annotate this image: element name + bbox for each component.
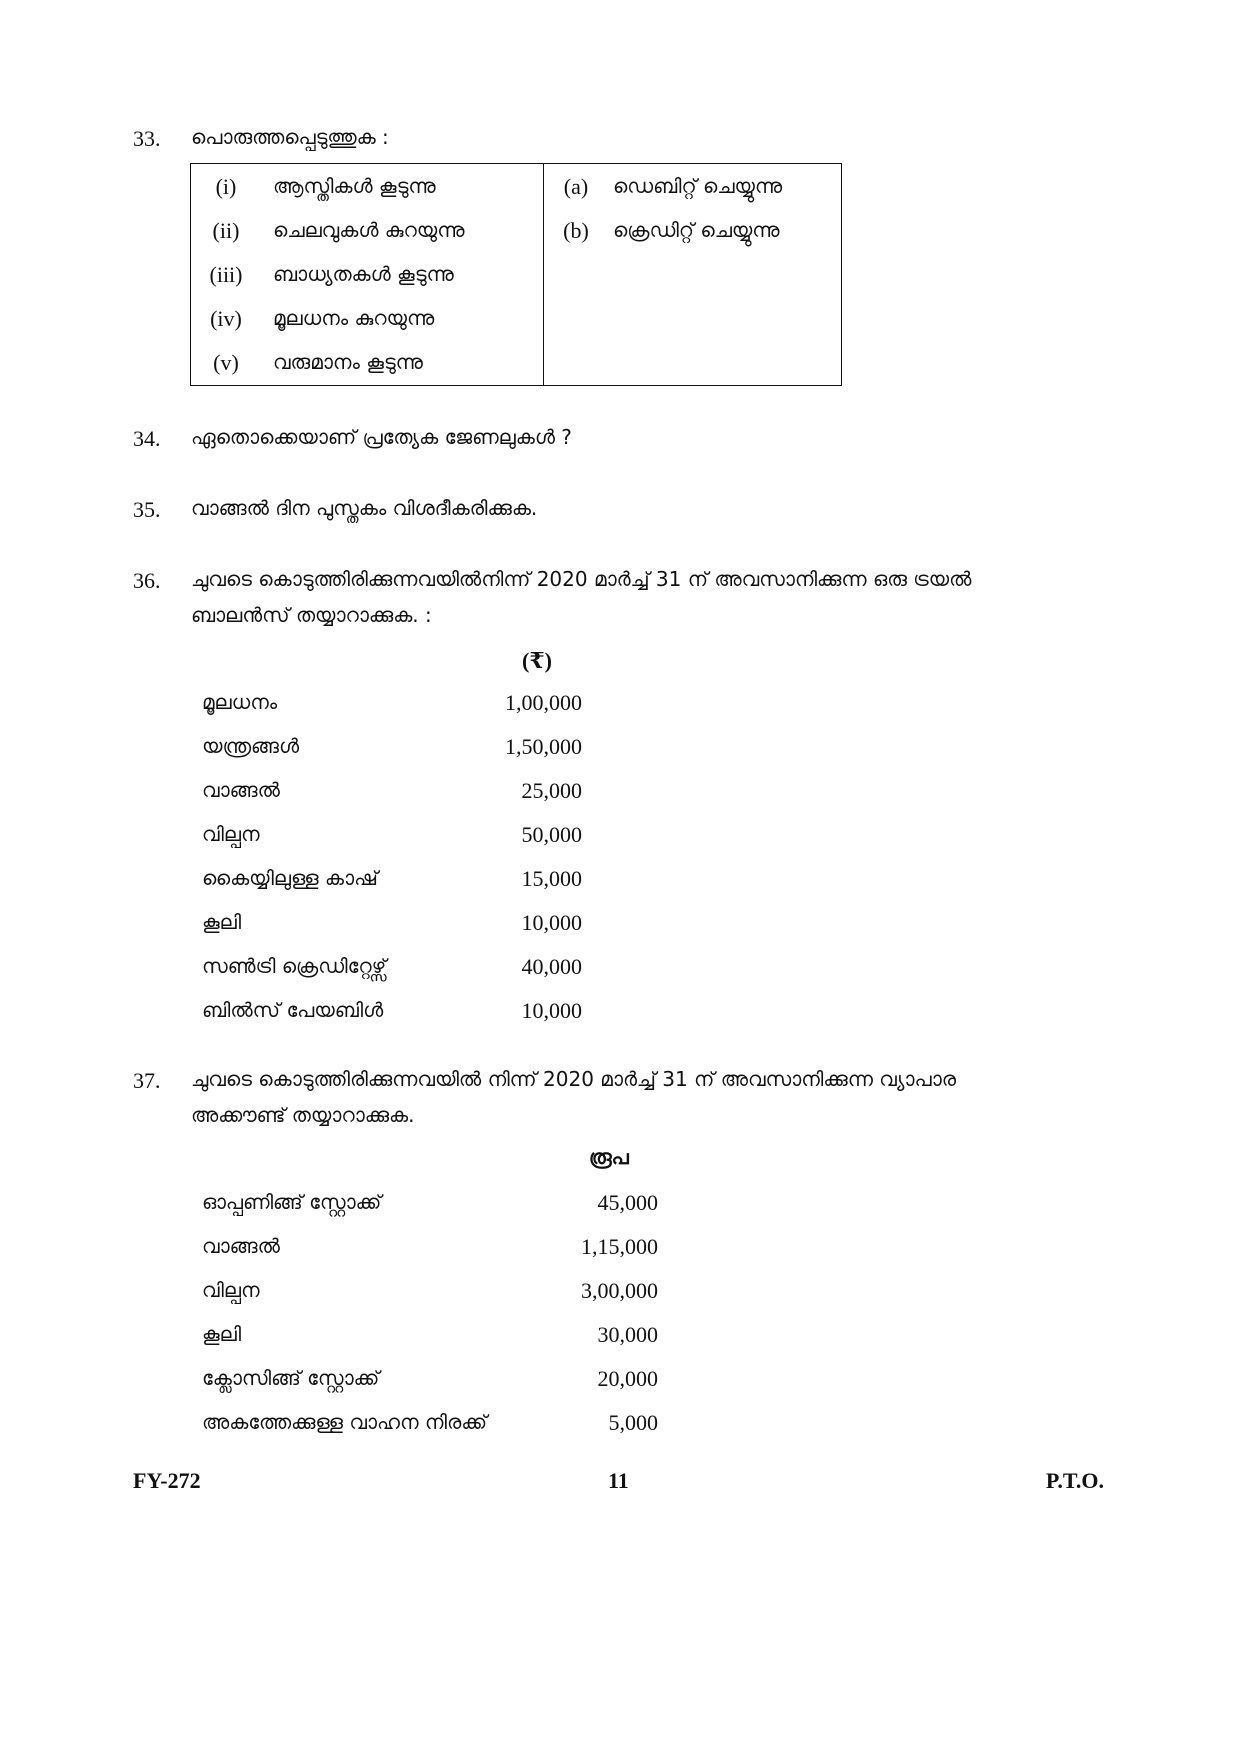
question-number: 36. — [133, 568, 161, 593]
question-text: വാങ്ങൽ ദിന പുസ്തകം വിശദീകരിക്കുക. — [191, 496, 538, 520]
paper-code: FY-272 — [133, 1468, 201, 1493]
question-number: 33. — [133, 126, 161, 151]
question-text: ഏതൊക്കെയാണ് പ്രത്യേക ജേണലുകൾ ? — [191, 425, 572, 449]
question-number: 37. — [133, 1068, 161, 1093]
question-text: ചുവടെ കൊടുത്തിരിക്കുന്നവയിൽനിന്ന് 2020 മാർച്ച് 31 ന് അവസാനിക്കുന്ന ഒരു ട്രയൽ — [191, 567, 972, 591]
currency-header: രൂപ — [589, 1145, 629, 1169]
question-text: പൊരുത്തപ്പെടുത്തുക : — [191, 125, 389, 149]
question-number: 34. — [133, 426, 161, 451]
table-divider — [543, 164, 544, 385]
question-text: ബാലൻസ് തയ്യാറാക്കുക. : — [191, 603, 432, 627]
match-table: (i) ആസ്തികൾ കൂടുന്നു (ii) ചെലവുകൾ കുറയുന്നു (iii) ബാധ്യതകൾ കൂടുന്നു (iv) മൂലധനം കുറയുന്നു (v) വരുമാനം കൂടുന്നു (a) ഡെബിറ്റ് ചെയ്യുന്നു (b) ക്രെഡിറ്റ് ചെയ്യുന്നു — [190, 163, 842, 386]
question-text: അക്കൗണ്ട് തയ്യാറാക്കുക. — [191, 1103, 415, 1127]
page-number: 11 — [608, 1468, 629, 1493]
pto-label: P.T.O. — [1045, 1468, 1104, 1493]
question-number: 35. — [133, 497, 161, 522]
currency-header: (₹) — [522, 648, 552, 673]
trial-balance-list: മൂലധനം 1,00,000 യന്ത്രങ്ങൾ 1,50,000 വാങ്ങൽ 25,000 വില്പന 50,000 കൈയ്യിലുള്ള കാഷ് 15,000 കൂലി 10,000 സൺട്രി ക്രെഡിറ്റേഴ്സ് 40,000 ബിൽസ് പേയബിൾ 10,000 — [202, 690, 582, 1023]
question-text: ചുവടെ കൊടുത്തിരിക്കുന്നവയിൽ നിന്ന് 2020 മാർച്ച് 31 ന് അവസാനിക്കുന്ന വ്യാപാര — [191, 1067, 957, 1091]
trading-account-list: ഓപ്പണിങ്ങ് സ്റ്റോക്ക് 45,000 വാങ്ങൽ 1,15,000 വില്പന 3,00,000 കൂലി 30,000 ക്ലോസിങ്ങ് സ്റ്റോക്ക് 20,000 അകത്തേക്കുള്ള വാഹന നിരക്ക് 5,000 — [202, 1190, 658, 1435]
